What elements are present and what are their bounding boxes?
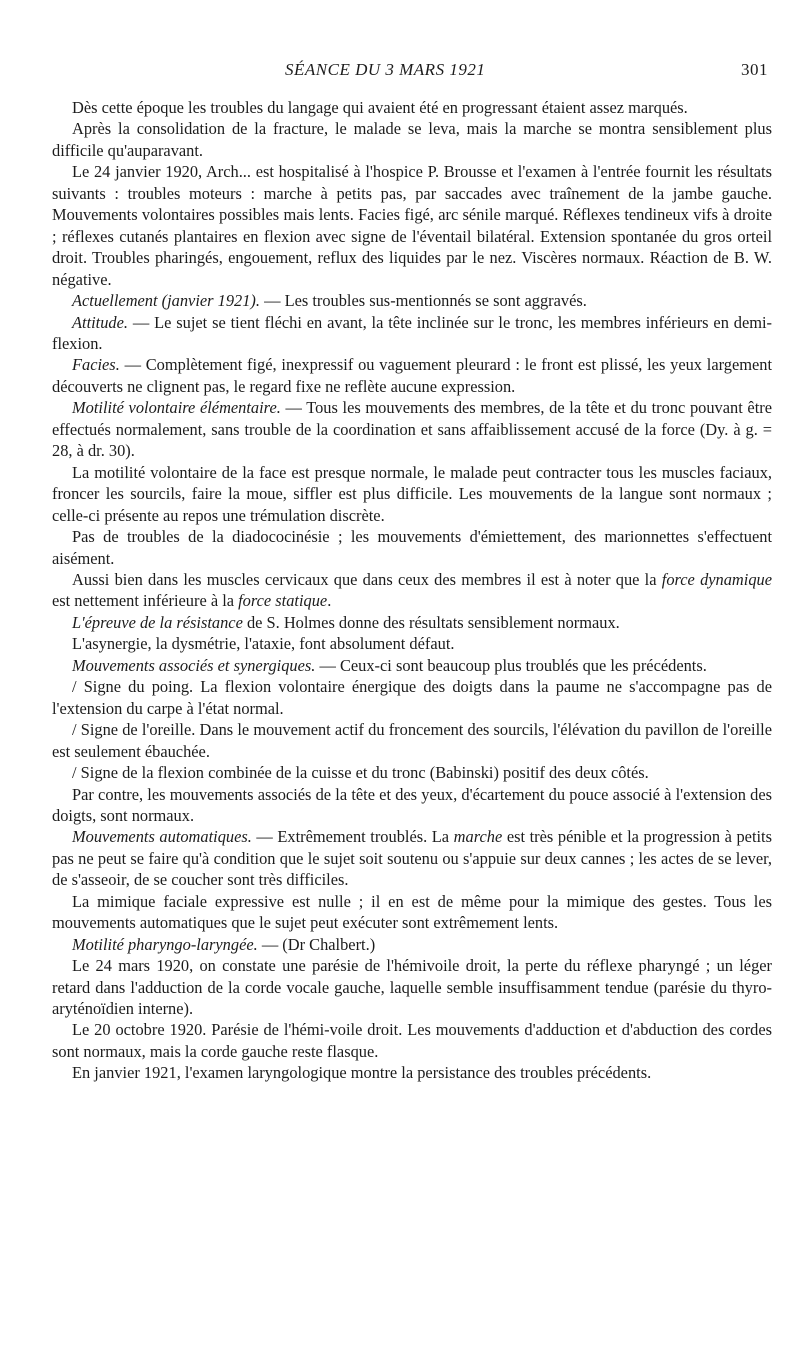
paragraph — [52, 1019, 772, 1062]
paragraph — [52, 312, 772, 355]
italic-text: Motilité volontaire élémentaire. — [72, 398, 281, 418]
running-head — [0, 60, 800, 84]
paragraph — [52, 569, 772, 612]
text-segment: — Tous les mouvements des membres, de la tête et du tronc pouvant être effectués normalement, sans trouble de la coordination et sans affaiblissement accusé de la force (Dy. à g. = 28, à dr. 30). — [52, 398, 772, 461]
text-segment: Le 20 octobre 1920. Parésie de l'hémi-voile droit. Les mouvements d'adduction et d'abduction des cordes sont normaux, mais la corde gauche reste flasque. — [52, 1020, 772, 1061]
italic-text: Mouvements associés et synergiques. — [72, 655, 316, 675]
paragraph — [52, 934, 772, 955]
paragraph — [52, 633, 772, 654]
running-title: SÉANCE DU 3 MARS 1921 — [285, 60, 486, 79]
italic-text: Actuellement (janvier 1921). — [72, 291, 260, 311]
paragraph — [52, 290, 772, 311]
text-segment: En janvier 1921, l'examen laryngologique montre la persistance des troubles précédents. — [72, 1063, 652, 1083]
text-segment: Après la consolidation de la fracture, le malade se leva, mais la marche se montra sensiblement plus difficile qu'auparavant. — [52, 119, 772, 160]
body-text — [52, 97, 772, 1084]
text-segment: — (Dr Chalbert.) — [257, 934, 376, 954]
text-segment: Le 24 janvier 1920, Arch... est hospitalisé à l'hospice P. Brousse et l'examen à l'entrée fournit les résultats suivants : troubles moteurs : marche à petits pas, par saccades avec traînement de la jambe gauche. Mouvements volontaires possibles mais lents. Facies figé, arc sénile marqué. Réflexes tendineux vifs à droite ; réflexes cutanés plantaires en flexion avec signe de l'éventail bilatéral. Extension spontanée du gros orteil droit. Troubles pharingés, engouement, reflux des liquides par le nez. Viscères normaux. Réaction de B. W. négative. — [52, 162, 772, 289]
italic-text: force dynamique — [661, 569, 772, 589]
text-segment: Par contre, les mouvements associés de la tête et des yeux, d'écartement du pouce associé à l'extension des doigts, sont normaux. — [52, 784, 772, 825]
text-segment: / Signe de la flexion combinée de la cuisse et du tronc (Babinski) positif des deux côtés. — [72, 763, 649, 783]
text-segment: . — [327, 591, 332, 611]
paragraph — [52, 719, 772, 762]
text-segment: Aussi bien dans les muscles cervicaux que dans ceux des membres il est à noter que la — [72, 569, 662, 589]
paragraph — [52, 955, 772, 1019]
italic-text: force statique — [238, 591, 328, 611]
text-segment: est très pénible et la progression à petits pas ne peut se faire qu'à condition que le sujet soit soutenu ou s'appuie sur deux cannes ; les actes de se lever, de s'asseoir, de se coucher sont très difficiles. — [52, 827, 772, 890]
paragraph — [52, 161, 772, 290]
paragraph — [52, 762, 772, 783]
italic-text: marche — [453, 827, 503, 847]
text-segment: — Extrêmement troublés. La — [251, 827, 454, 847]
text-segment: est nettement inférieure à la — [52, 591, 239, 611]
text-segment: Dès cette époque les troubles du langage qui avaient été en progressant étaient assez marqués. — [72, 98, 688, 117]
italic-text: Facies. — [72, 355, 120, 375]
text-segment: / Signe de l'oreille. Dans le mouvement actif du froncement des sourcils, l'élévation du pavillon de l'oreille est seulement ébauchée. — [52, 720, 772, 761]
italic-text: Mouvements automatiques. — [72, 827, 252, 847]
paragraph — [52, 526, 772, 569]
paragraph — [52, 655, 772, 676]
text-segment: Le 24 mars 1920, on constate une parésie de l'hémivoile droit, la perte du réflexe pharyngé ; un léger retard dans l'adduction de la corde vocale gauche, laquelle semble insuffisamment tendue (parésie du thyro-aryténoïdien interne). — [52, 956, 772, 1019]
paragraph — [52, 676, 772, 719]
italic-text: L'épreuve de la résistance — [72, 612, 243, 632]
text-segment: de S. Holmes donne des résultats sensiblement normaux. — [242, 612, 620, 632]
paragraph — [52, 397, 772, 461]
italic-text: Motilité pharyngo-laryngée. — [72, 934, 258, 954]
paragraph — [52, 784, 772, 827]
text-segment: Pas de troubles de la diadococinésie ; les mouvements d'émiettement, des marionnettes s'effectuent aisément. — [52, 527, 772, 568]
text-segment: La mimique faciale expressive est nulle ; il en est de même pour la mimique des gestes. Tous les mouvements automatiques que le sujet peut exécuter sont extrêmement lents. — [52, 891, 772, 933]
text-segment: — Le sujet se tient fléchi en avant, la tête inclinée sur le tronc, les membres inférieurs en demi-flexion. — [52, 312, 772, 353]
text-segment: L'asynergie, la dysmétrie, l'ataxie, font absolument défaut. — [72, 634, 455, 654]
paragraph — [52, 891, 772, 934]
paragraph — [52, 354, 772, 397]
paragraph — [52, 97, 772, 118]
text-segment: — Complètement figé, inexpressif ou vaguement pleurard : le front est plissé, les yeux largement découverts ne clignent pas, le regard fixe ne reflète aucune expression. — [52, 355, 772, 396]
text-segment: — Ceux-ci sont beaucoup plus troublés que les précédents. — [315, 655, 707, 675]
text-segment: / Signe du poing. La flexion volontaire énergique des doigts dans la paume ne s'accompagne pas de l'extension du carpe à l'état normal. — [52, 677, 772, 718]
paragraph — [52, 612, 772, 633]
paragraph — [52, 1062, 772, 1083]
paragraph — [52, 826, 772, 890]
page-number: 301 — [741, 60, 768, 79]
paragraph — [52, 118, 772, 161]
paragraph — [52, 462, 772, 526]
text-segment: La motilité volontaire de la face est presque normale, le malade peut contracter tous les muscles faciaux, froncer les sourcils, faire la moue, siffler est plus difficile. Les mouvements de la langue sont normaux ; celle-ci présente au repos une trémulation discrète. — [52, 462, 772, 525]
text-segment: — Les troubles sus-mentionnés se sont aggravés. — [259, 291, 587, 311]
italic-text: Attitude. — [72, 312, 128, 332]
